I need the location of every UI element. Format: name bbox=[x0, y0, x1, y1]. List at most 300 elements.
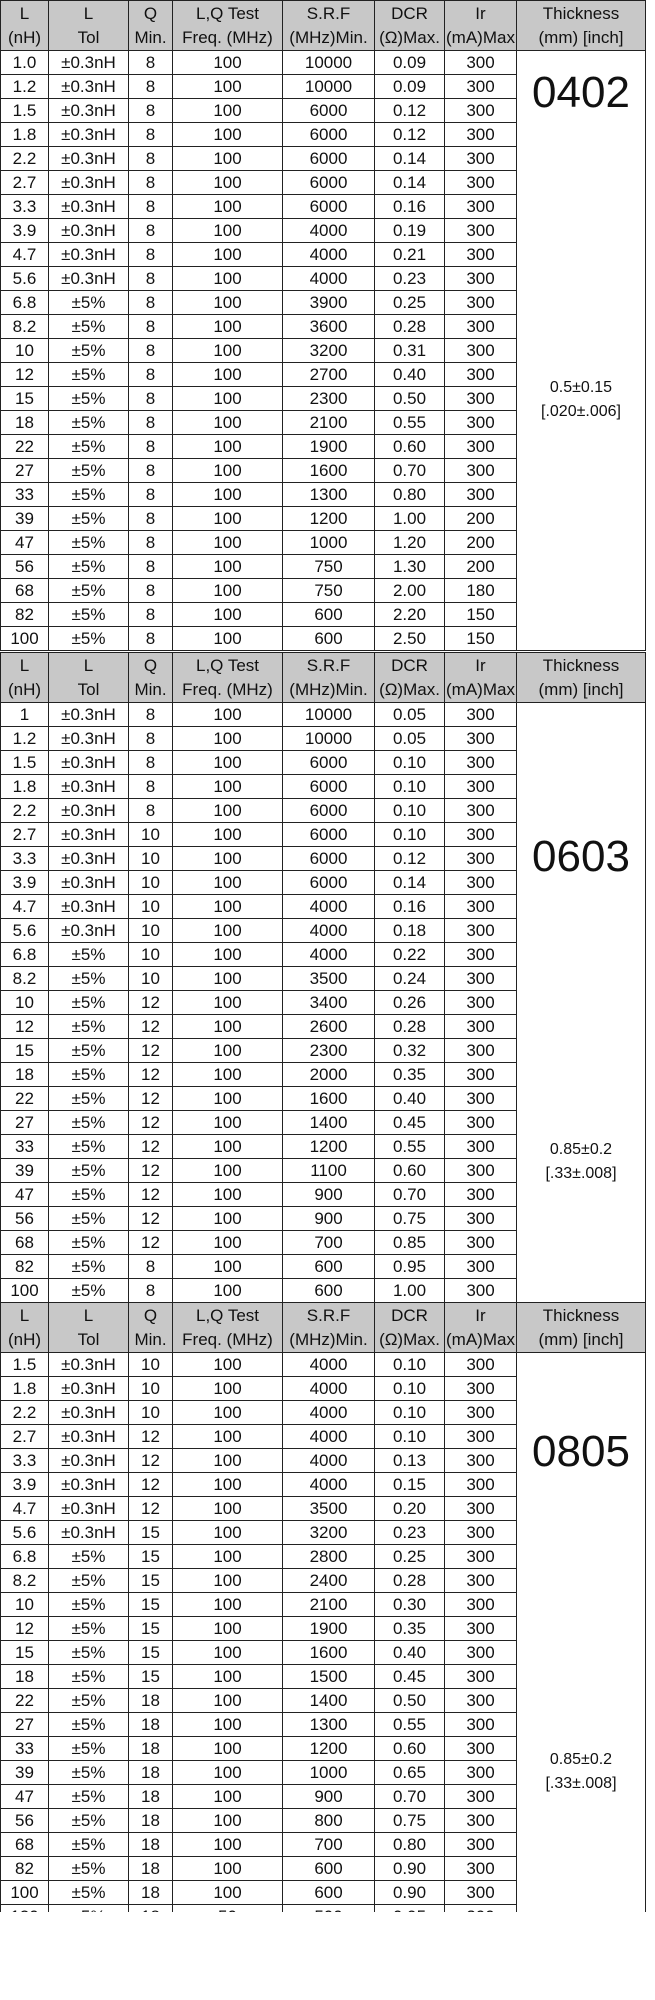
srf-cell: 3400 bbox=[283, 991, 375, 1015]
dcr-cell: 0.28 bbox=[375, 1569, 445, 1593]
tolerance-cell: ±0.3nH bbox=[49, 751, 129, 775]
inductance-cell: 12 bbox=[1, 1617, 49, 1641]
srf-cell: 700 bbox=[283, 1833, 375, 1857]
ir-cell: 300 bbox=[445, 991, 517, 1015]
q-min-cell: 8 bbox=[129, 531, 173, 555]
q-min-cell: 12 bbox=[129, 1111, 173, 1135]
size-code-label: 0805 bbox=[532, 1427, 630, 1476]
test-freq-cell: 100 bbox=[173, 1689, 283, 1713]
test-freq-cell: 100 bbox=[173, 1425, 283, 1449]
thickness-line: 0.5±0.15 bbox=[549, 379, 613, 396]
header-row bbox=[1, 1, 646, 27]
column-header: Min. bbox=[129, 1328, 173, 1353]
inductance-cell: 1.0 bbox=[1, 51, 49, 75]
tolerance-cell: ±5% bbox=[49, 363, 129, 387]
srf-cell: 600 bbox=[283, 1881, 375, 1905]
ir-cell: 300 bbox=[445, 195, 517, 219]
q-min-cell: 12 bbox=[129, 1039, 173, 1063]
inductance-cell: 22 bbox=[1, 435, 49, 459]
tolerance-cell: ±0.3nH bbox=[49, 219, 129, 243]
ir-cell: 300 bbox=[445, 1809, 517, 1833]
test-freq-cell: 100 bbox=[173, 751, 283, 775]
ir-cell: 300 bbox=[445, 1713, 517, 1737]
inductance-cell: 82 bbox=[1, 1255, 49, 1279]
column-header: (Ω)Max. bbox=[375, 1328, 445, 1353]
srf-cell: 2700 bbox=[283, 363, 375, 387]
test-freq-cell: 100 bbox=[173, 1015, 283, 1039]
test-freq-cell: 100 bbox=[173, 123, 283, 147]
tolerance-cell: ±5% bbox=[49, 1737, 129, 1761]
ir-cell: 300 bbox=[445, 1569, 517, 1593]
ir-cell: 300 bbox=[445, 1255, 517, 1279]
column-header: Tol bbox=[49, 678, 129, 703]
srf-cell: 1200 bbox=[283, 507, 375, 531]
srf-cell: 4000 bbox=[283, 1473, 375, 1497]
srf-cell: 4000 bbox=[283, 895, 375, 919]
q-min-cell: 8 bbox=[129, 579, 173, 603]
q-min-cell: 12 bbox=[129, 1473, 173, 1497]
srf-cell: 3200 bbox=[283, 339, 375, 363]
ir-cell: 200 bbox=[445, 531, 517, 555]
srf-cell: 4000 bbox=[283, 919, 375, 943]
test-freq-cell: 100 bbox=[173, 1617, 283, 1641]
test-freq-cell: 100 bbox=[173, 1401, 283, 1425]
srf-cell: 3900 bbox=[283, 291, 375, 315]
dcr-cell: 0.10 bbox=[375, 823, 445, 847]
q-min-cell: 8 bbox=[129, 51, 173, 75]
column-header: Q bbox=[129, 653, 173, 679]
column-header: (mA)Max bbox=[445, 26, 517, 51]
tolerance-cell: ±5% bbox=[49, 459, 129, 483]
ir-cell: 300 bbox=[445, 1833, 517, 1857]
ir-cell: 300 bbox=[445, 823, 517, 847]
inductance-cell: 12 bbox=[1, 1015, 49, 1039]
tolerance-cell: ±5% bbox=[49, 627, 129, 651]
header-row bbox=[1, 1303, 646, 1329]
inductance-cell: 3.9 bbox=[1, 1473, 49, 1497]
srf-cell: 1300 bbox=[283, 483, 375, 507]
q-min-cell: 8 bbox=[129, 459, 173, 483]
tolerance-cell: ±5% bbox=[49, 1087, 129, 1111]
q-min-cell: 8 bbox=[129, 243, 173, 267]
column-header: (mA)Max bbox=[445, 678, 517, 703]
q-min-cell: 12 bbox=[129, 1087, 173, 1111]
inductance-cell: 100 bbox=[1, 1279, 49, 1303]
q-min-cell: 8 bbox=[129, 1279, 173, 1303]
test-freq-cell: 100 bbox=[173, 1473, 283, 1497]
test-freq-cell: 100 bbox=[173, 387, 283, 411]
inductance-cell: 18 bbox=[1, 411, 49, 435]
test-freq-cell: 100 bbox=[173, 1377, 283, 1401]
q-min-cell: 12 bbox=[129, 1135, 173, 1159]
column-header: Freq. (MHz) bbox=[173, 26, 283, 51]
srf-cell: 3600 bbox=[283, 315, 375, 339]
dcr-cell: 0.80 bbox=[375, 483, 445, 507]
srf-cell: 3200 bbox=[283, 1521, 375, 1545]
dcr-cell: 1.00 bbox=[375, 507, 445, 531]
dcr-cell: 0.75 bbox=[375, 1207, 445, 1231]
srf-cell: 1500 bbox=[283, 1665, 375, 1689]
srf-cell: 2000 bbox=[283, 1063, 375, 1087]
dcr-cell: 0.70 bbox=[375, 1183, 445, 1207]
tolerance-cell: ±5% bbox=[49, 1545, 129, 1569]
dcr-cell: 0.21 bbox=[375, 243, 445, 267]
dcr-cell: 0.28 bbox=[375, 1015, 445, 1039]
inductance-cell: 47 bbox=[1, 1183, 49, 1207]
q-min-cell: 8 bbox=[129, 171, 173, 195]
tolerance-cell: ±0.3nH bbox=[49, 1473, 129, 1497]
inductance-cell: 22 bbox=[1, 1087, 49, 1111]
test-freq-cell: 100 bbox=[173, 703, 283, 727]
q-min-cell: 18 bbox=[129, 1881, 173, 1905]
inductance-cell: 2.7 bbox=[1, 823, 49, 847]
test-freq-cell: 100 bbox=[173, 1255, 283, 1279]
dcr-cell: 0.14 bbox=[375, 871, 445, 895]
dcr-cell: 0.05 bbox=[375, 727, 445, 751]
q-min-cell: 18 bbox=[129, 1713, 173, 1737]
test-freq-cell: 100 bbox=[173, 1641, 283, 1665]
inductance-cell: 6.8 bbox=[1, 943, 49, 967]
thickness-dimension bbox=[517, 1748, 645, 1796]
thickness-line: [.020±.006] bbox=[541, 403, 621, 420]
srf-cell: 2300 bbox=[283, 387, 375, 411]
inductance-cell: 39 bbox=[1, 507, 49, 531]
dcr-cell: 0.12 bbox=[375, 123, 445, 147]
test-freq-cell: 100 bbox=[173, 51, 283, 75]
dcr-cell: 0.10 bbox=[375, 1377, 445, 1401]
ir-cell: 300 bbox=[445, 1135, 517, 1159]
srf-cell: 4000 bbox=[283, 267, 375, 291]
srf-cell: 10000 bbox=[283, 703, 375, 727]
dcr-cell: 0.50 bbox=[375, 1689, 445, 1713]
test-freq-cell: 100 bbox=[173, 1135, 283, 1159]
inductance-cell: 3.3 bbox=[1, 1449, 49, 1473]
dcr-cell: 0.55 bbox=[375, 1135, 445, 1159]
ir-cell: 300 bbox=[445, 75, 517, 99]
header-row bbox=[1, 26, 646, 51]
test-freq-cell: 100 bbox=[173, 1857, 283, 1881]
dcr-cell: 0.14 bbox=[375, 147, 445, 171]
srf-cell: 4000 bbox=[283, 1377, 375, 1401]
test-freq-cell: 100 bbox=[173, 919, 283, 943]
tolerance-cell: ±0.3nH bbox=[49, 171, 129, 195]
srf-cell: 600 bbox=[283, 1857, 375, 1881]
q-min-cell: 15 bbox=[129, 1545, 173, 1569]
ir-cell: 300 bbox=[445, 1545, 517, 1569]
srf-cell: 6000 bbox=[283, 871, 375, 895]
spec-table-0603 bbox=[0, 652, 646, 1303]
test-freq-cell: 100 bbox=[173, 99, 283, 123]
srf-cell: 750 bbox=[283, 579, 375, 603]
srf-cell: 6000 bbox=[283, 195, 375, 219]
test-freq-cell: 100 bbox=[173, 195, 283, 219]
tolerance-cell: ±5% bbox=[49, 1857, 129, 1881]
column-header: Ir bbox=[445, 1, 517, 27]
inductance-cell: 10 bbox=[1, 991, 49, 1015]
dcr-cell: 0.65 bbox=[375, 1761, 445, 1785]
q-min-cell: 8 bbox=[129, 363, 173, 387]
inductance-cell: 39 bbox=[1, 1159, 49, 1183]
inductance-cell: 4.7 bbox=[1, 243, 49, 267]
dcr-cell: 0.12 bbox=[375, 99, 445, 123]
dcr-cell: 0.70 bbox=[375, 459, 445, 483]
ir-cell: 300 bbox=[445, 1737, 517, 1761]
inductance-cell: 68 bbox=[1, 1833, 49, 1857]
inductance-cell: 33 bbox=[1, 1135, 49, 1159]
column-header: Thickness bbox=[517, 1303, 646, 1329]
srf-cell: 6000 bbox=[283, 847, 375, 871]
size-code-label: 0603 bbox=[532, 832, 630, 881]
inductance-cell: 1.2 bbox=[1, 727, 49, 751]
tolerance-cell: ±0.3nH bbox=[49, 243, 129, 267]
ir-cell: 300 bbox=[445, 171, 517, 195]
q-min-cell: 8 bbox=[129, 99, 173, 123]
ir-cell: 300 bbox=[445, 1449, 517, 1473]
q-min-cell: 18 bbox=[129, 1737, 173, 1761]
inductance-cell: 4.7 bbox=[1, 1497, 49, 1521]
srf-cell: 2600 bbox=[283, 1015, 375, 1039]
ir-cell: 300 bbox=[445, 703, 517, 727]
inductance-cell: 1.5 bbox=[1, 99, 49, 123]
test-freq-cell: 100 bbox=[173, 1785, 283, 1809]
q-min-cell: 8 bbox=[129, 507, 173, 531]
q-min-cell: 12 bbox=[129, 991, 173, 1015]
ir-cell: 300 bbox=[445, 1111, 517, 1135]
test-freq-cell: 100 bbox=[173, 1809, 283, 1833]
q-min-cell: 8 bbox=[129, 387, 173, 411]
column-header: L bbox=[49, 653, 129, 679]
q-min-cell: 8 bbox=[129, 555, 173, 579]
q-min-cell: 18 bbox=[129, 1809, 173, 1833]
inductance-cell: 56 bbox=[1, 555, 49, 579]
dcr-cell: 0.09 bbox=[375, 75, 445, 99]
tolerance-cell: ±0.3nH bbox=[49, 703, 129, 727]
column-header: L bbox=[1, 1303, 49, 1329]
spec-table-0805 bbox=[0, 1302, 646, 1929]
tolerance-cell: ±5% bbox=[49, 1111, 129, 1135]
srf-cell: 6000 bbox=[283, 751, 375, 775]
column-header: L,Q Test bbox=[173, 653, 283, 679]
test-freq-cell: 100 bbox=[173, 1353, 283, 1377]
test-freq-cell: 100 bbox=[173, 363, 283, 387]
q-min-cell: 15 bbox=[129, 1569, 173, 1593]
column-header: (nH) bbox=[1, 1328, 49, 1353]
tolerance-cell: ±5% bbox=[49, 1063, 129, 1087]
tolerance-cell: ±5% bbox=[49, 1833, 129, 1857]
q-min-cell: 18 bbox=[129, 1689, 173, 1713]
inductance-cell: 3.9 bbox=[1, 871, 49, 895]
dcr-cell: 0.32 bbox=[375, 1039, 445, 1063]
srf-cell: 900 bbox=[283, 1183, 375, 1207]
inductance-cell: 56 bbox=[1, 1207, 49, 1231]
q-min-cell: 18 bbox=[129, 1833, 173, 1857]
dcr-cell: 0.23 bbox=[375, 1521, 445, 1545]
q-min-cell: 8 bbox=[129, 1255, 173, 1279]
srf-cell: 600 bbox=[283, 1255, 375, 1279]
tolerance-cell: ±5% bbox=[49, 1713, 129, 1737]
column-header: (MHz)Min. bbox=[283, 1328, 375, 1353]
ir-cell: 300 bbox=[445, 1521, 517, 1545]
test-freq-cell: 100 bbox=[173, 895, 283, 919]
ir-cell: 300 bbox=[445, 483, 517, 507]
column-header: L bbox=[1, 1, 49, 27]
srf-cell: 2400 bbox=[283, 1569, 375, 1593]
ir-cell: 300 bbox=[445, 1881, 517, 1905]
tolerance-cell: ±5% bbox=[49, 1207, 129, 1231]
test-freq-cell: 100 bbox=[173, 219, 283, 243]
inductance-cell: 47 bbox=[1, 1785, 49, 1809]
srf-cell: 2800 bbox=[283, 1545, 375, 1569]
q-min-cell: 8 bbox=[129, 339, 173, 363]
test-freq-cell: 100 bbox=[173, 1545, 283, 1569]
tolerance-cell: ±5% bbox=[49, 411, 129, 435]
tolerance-cell: ±0.3nH bbox=[49, 147, 129, 171]
inductance-cell: 10 bbox=[1, 339, 49, 363]
srf-cell: 6000 bbox=[283, 799, 375, 823]
test-freq-cell: 100 bbox=[173, 799, 283, 823]
ir-cell: 300 bbox=[445, 919, 517, 943]
srf-cell: 6000 bbox=[283, 171, 375, 195]
q-min-cell: 8 bbox=[129, 291, 173, 315]
dcr-cell: 0.10 bbox=[375, 1425, 445, 1449]
table-row bbox=[1, 703, 646, 727]
dcr-cell: 0.24 bbox=[375, 967, 445, 991]
test-freq-cell: 100 bbox=[173, 555, 283, 579]
dcr-cell: 0.16 bbox=[375, 195, 445, 219]
q-min-cell: 10 bbox=[129, 871, 173, 895]
dcr-cell: 0.90 bbox=[375, 1857, 445, 1881]
srf-cell: 1300 bbox=[283, 1713, 375, 1737]
tolerance-cell: ±5% bbox=[49, 1689, 129, 1713]
srf-cell: 4000 bbox=[283, 1449, 375, 1473]
inductance-cell: 2.2 bbox=[1, 147, 49, 171]
ir-cell: 300 bbox=[445, 1063, 517, 1087]
test-freq-cell: 100 bbox=[173, 1569, 283, 1593]
column-header: Min. bbox=[129, 678, 173, 703]
tolerance-cell: ±0.3nH bbox=[49, 1425, 129, 1449]
ir-cell: 300 bbox=[445, 1401, 517, 1425]
ir-cell: 300 bbox=[445, 727, 517, 751]
tolerance-cell: ±0.3nH bbox=[49, 267, 129, 291]
srf-cell: 10000 bbox=[283, 727, 375, 751]
dcr-cell: 0.75 bbox=[375, 1809, 445, 1833]
dcr-cell: 0.13 bbox=[375, 1449, 445, 1473]
tolerance-cell: ±5% bbox=[49, 1761, 129, 1785]
dcr-cell: 0.55 bbox=[375, 1713, 445, 1737]
tolerance-cell: ±0.3nH bbox=[49, 195, 129, 219]
dcr-cell: 2.00 bbox=[375, 579, 445, 603]
tolerance-cell: ±0.3nH bbox=[49, 1353, 129, 1377]
q-min-cell: 10 bbox=[129, 1377, 173, 1401]
tolerance-cell: ±0.3nH bbox=[49, 727, 129, 751]
q-min-cell: 8 bbox=[129, 703, 173, 727]
spec-table-0402 bbox=[0, 0, 646, 651]
ir-cell: 300 bbox=[445, 363, 517, 387]
tolerance-cell: ±5% bbox=[49, 1183, 129, 1207]
inductance-cell: 6.8 bbox=[1, 1545, 49, 1569]
dcr-cell: 0.26 bbox=[375, 991, 445, 1015]
dcr-cell: 1.30 bbox=[375, 555, 445, 579]
q-min-cell: 8 bbox=[129, 435, 173, 459]
inductance-cell: 1.5 bbox=[1, 1353, 49, 1377]
column-header: L,Q Test bbox=[173, 1303, 283, 1329]
inductance-cell: 68 bbox=[1, 579, 49, 603]
srf-cell: 1600 bbox=[283, 1641, 375, 1665]
q-min-cell: 8 bbox=[129, 627, 173, 651]
dcr-cell: 0.12 bbox=[375, 847, 445, 871]
inductance-cell: 2.7 bbox=[1, 1425, 49, 1449]
tolerance-cell: ±0.3nH bbox=[49, 99, 129, 123]
dcr-cell: 0.55 bbox=[375, 411, 445, 435]
dcr-cell: 2.50 bbox=[375, 627, 445, 651]
inductance-cell: 12 bbox=[1, 363, 49, 387]
inductance-cell: 1.8 bbox=[1, 1377, 49, 1401]
test-freq-cell: 100 bbox=[173, 507, 283, 531]
srf-cell: 2300 bbox=[283, 1039, 375, 1063]
ir-cell: 300 bbox=[445, 847, 517, 871]
column-header: Thickness bbox=[517, 1, 646, 27]
test-freq-cell: 100 bbox=[173, 1279, 283, 1303]
dcr-cell: 0.25 bbox=[375, 1545, 445, 1569]
dcr-cell: 0.45 bbox=[375, 1111, 445, 1135]
dcr-cell: 0.95 bbox=[375, 1255, 445, 1279]
table-row bbox=[1, 51, 646, 75]
ir-cell: 300 bbox=[445, 1279, 517, 1303]
dcr-cell: 0.10 bbox=[375, 1353, 445, 1377]
inductance-cell: 3.3 bbox=[1, 195, 49, 219]
inductance-cell: 2.2 bbox=[1, 799, 49, 823]
column-header: (mm) [inch] bbox=[517, 26, 646, 51]
srf-cell: 1200 bbox=[283, 1737, 375, 1761]
ir-cell: 300 bbox=[445, 339, 517, 363]
tolerance-cell: ±5% bbox=[49, 1665, 129, 1689]
tolerance-cell: ±0.3nH bbox=[49, 871, 129, 895]
inductance-cell: 68 bbox=[1, 1231, 49, 1255]
column-header: Q bbox=[129, 1303, 173, 1329]
test-freq-cell: 100 bbox=[173, 291, 283, 315]
test-freq-cell: 100 bbox=[173, 603, 283, 627]
column-header: Freq. (MHz) bbox=[173, 1328, 283, 1353]
inductance-cell: 2.2 bbox=[1, 1401, 49, 1425]
test-freq-cell: 100 bbox=[173, 1039, 283, 1063]
inductance-cell: 8.2 bbox=[1, 315, 49, 339]
ir-cell: 300 bbox=[445, 1593, 517, 1617]
column-header: Thickness bbox=[517, 653, 646, 679]
test-freq-cell: 100 bbox=[173, 1497, 283, 1521]
column-header: DCR bbox=[375, 1303, 445, 1329]
dcr-cell: 0.80 bbox=[375, 1833, 445, 1857]
dcr-cell: 0.60 bbox=[375, 1159, 445, 1183]
q-min-cell: 12 bbox=[129, 1497, 173, 1521]
srf-cell: 6000 bbox=[283, 123, 375, 147]
tolerance-cell: ±5% bbox=[49, 1255, 129, 1279]
inductance-cell: 1.8 bbox=[1, 123, 49, 147]
tolerance-cell: ±5% bbox=[49, 1569, 129, 1593]
tolerance-cell: ±0.3nH bbox=[49, 919, 129, 943]
inductance-cell: 3.3 bbox=[1, 847, 49, 871]
tolerance-cell: ±5% bbox=[49, 555, 129, 579]
srf-cell: 1000 bbox=[283, 531, 375, 555]
tolerance-cell: ±5% bbox=[49, 1159, 129, 1183]
column-header: (Ω)Max. bbox=[375, 26, 445, 51]
ir-cell: 300 bbox=[445, 1183, 517, 1207]
dcr-cell: 0.18 bbox=[375, 919, 445, 943]
tolerance-cell: ±5% bbox=[49, 579, 129, 603]
ir-cell: 300 bbox=[445, 99, 517, 123]
inductance-cell: 15 bbox=[1, 1039, 49, 1063]
dcr-cell: 0.35 bbox=[375, 1063, 445, 1087]
test-freq-cell: 100 bbox=[173, 435, 283, 459]
